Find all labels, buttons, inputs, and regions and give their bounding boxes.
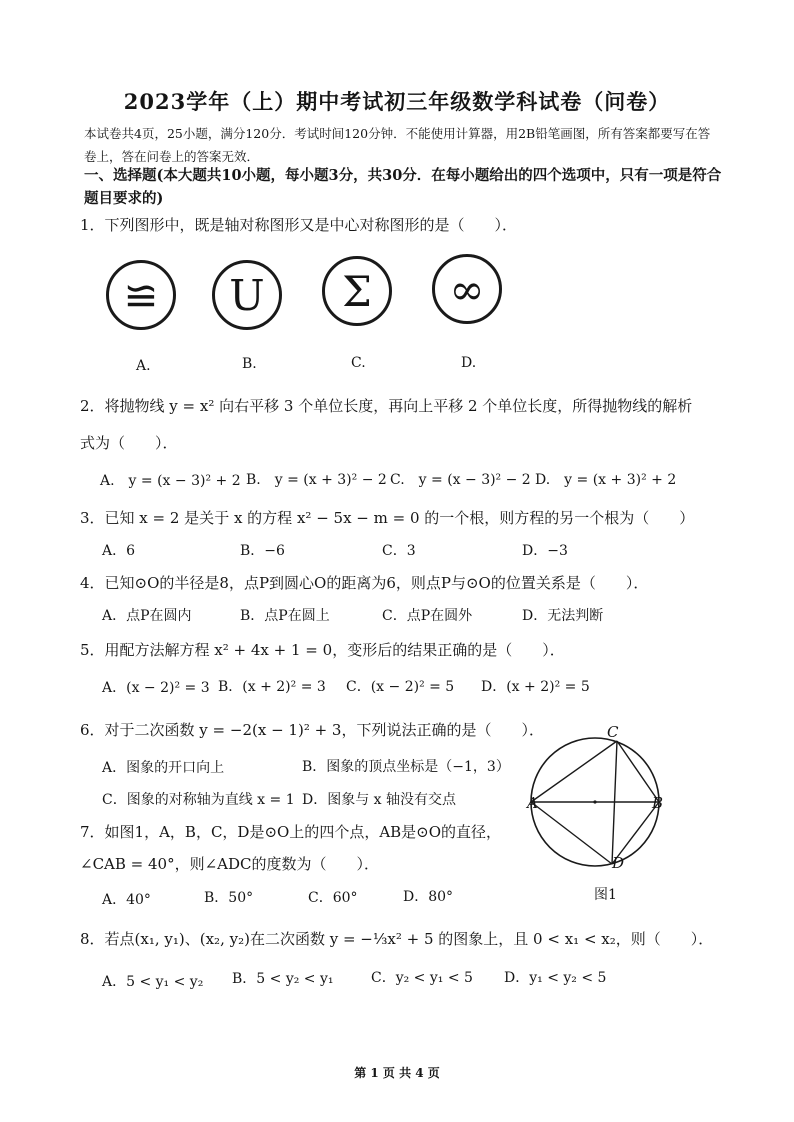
question-8-text: 8．若点(x₁, y₁)、(x₂, y₂)在二次函数 y = −⅓x² + 5 的图象上，且 0 < x₁ < x₂，则（ ）． (80, 930, 714, 948)
question-7-text-line2: ∠CAB = 40°，则∠ADC的度数为（ ）． (80, 855, 379, 873)
q3-option-b: B．−6 (240, 543, 285, 559)
option-c-symbol-icon: Σ (322, 256, 392, 326)
option-a-symbol-icon: ≌ (106, 260, 176, 330)
option-b-symbol-icon: U (212, 260, 282, 330)
question-1-text: 1．下列图形中，既是轴对称图形又是中心对称图形的是（ ）． (80, 216, 518, 234)
q8-option-c: C．y₂ < y₁ < 5 (371, 970, 473, 986)
chord-ad (531, 802, 612, 864)
q5-option-a: A．(x − 2)² = 3 (102, 680, 210, 696)
q6-option-c: C．图象的对称轴为直线 x = 1 (102, 792, 295, 808)
q3-option-c: C．3 (382, 543, 416, 559)
point-label-d: D (612, 854, 625, 872)
chord-bc (617, 741, 659, 802)
question-4-text: 4．已知⊙O的半径是8，点P到圆心O的距离为6，则点P与⊙O的位置关系是（ ）． (80, 574, 649, 592)
point-label-b: B (652, 794, 664, 812)
q4-option-c: C．点P在圆外 (382, 608, 473, 624)
figure-1-circle-diagram (520, 722, 670, 872)
question-6-text: 6．对于二次函数 y = −2(x − 1)² + 3，下列说法正确的是（ ）． (80, 721, 544, 739)
q7-option-a: A．40° (102, 892, 151, 908)
q1-option-b-label: B. (242, 356, 257, 372)
q2-option-c: C. y = (x − 3)² − 2 (390, 472, 531, 488)
question-3-text: 3．已知 x = 2 是关于 x 的方程 x² − 5x − m = 0 的一个根，则方程的另一个根为（ ） (80, 509, 695, 527)
question-7-text-line1: 7．如图1，A，B，C，D是⊙O上的四个点，AB是⊙O的直径， (80, 823, 502, 841)
question-2-text-line1: 2．将抛物线 y = x² 向右平移 3 个单位长度，再向上平移 2 个单位长度，所得抛物线的解析 (80, 397, 693, 415)
q7-option-d: D．80° (403, 889, 454, 905)
q4-option-d: D．无法判断 (522, 608, 604, 624)
figure-1-caption: 图1 (594, 887, 617, 903)
q5-option-d: D．(x + 2)² = 5 (481, 679, 590, 695)
q4-option-a: A．点P在圆内 (102, 608, 192, 624)
section-heading: 一、选择题(本大题共10小题，每小题3分，共30分．在每小题给出的四个选项中，只有一项是符合题目要求的) (84, 167, 722, 207)
q2-option-b: B. y = (x + 3)² − 2 (246, 472, 387, 488)
page-footer: 第 1 页 共 4 页 (354, 1066, 440, 1080)
exam-instructions: 本试卷共4页，25小题，满分120分．考试时间120分钟．不能使用计算器，用2B铅笔画图，所有答案都要写在答卷上，答在问卷上的答案无效． (84, 126, 711, 164)
q8-option-a: A．5 < y₁ < y₂ (102, 974, 204, 990)
q4-option-b: B．点P在圆上 (240, 608, 330, 624)
q1-option-c-label: C. (351, 355, 366, 371)
q6-option-a: A．图象的开口向上 (102, 760, 225, 776)
question-5-text: 5．用配方法解方程 x² + 4x + 1 = 0，变形后的结果正确的是（ ）． (80, 641, 565, 659)
q3-option-a: A．6 (102, 543, 136, 559)
q7-option-c: C．60° (308, 890, 358, 906)
q6-option-d: D．图象与 x 轴没有交点 (302, 792, 457, 808)
center-o (593, 800, 596, 803)
q7-option-b: B．50° (204, 890, 254, 906)
q8-option-b: B．5 < y₂ < y₁ (232, 971, 334, 987)
page-title: 2023学年（上）期中考试初三年级数学科试卷（问卷） (123, 89, 671, 114)
q3-option-d: D．−3 (522, 543, 568, 559)
q5-option-c: C．(x − 2)² = 5 (346, 679, 455, 695)
question-2-text-line2: 式为（ ）． (80, 434, 178, 452)
q1-option-d-label: D. (461, 355, 477, 371)
option-d-symbol-icon: ∞ (432, 254, 502, 324)
chord-ac (531, 741, 617, 802)
q1-option-a-label: A. (136, 358, 151, 374)
q2-option-a: A. y = (x − 3)² + 2 (100, 473, 241, 489)
point-label-a: A (527, 794, 538, 812)
q5-option-b: B．(x + 2)² = 3 (218, 679, 326, 695)
q6-option-b: B．图象的顶点坐标是（−1，3） (302, 759, 510, 775)
point-label-c: C (607, 723, 619, 741)
q2-option-d: D. y = (x + 3)² + 2 (535, 472, 677, 488)
q8-option-d: D．y₁ < y₂ < 5 (504, 970, 607, 986)
